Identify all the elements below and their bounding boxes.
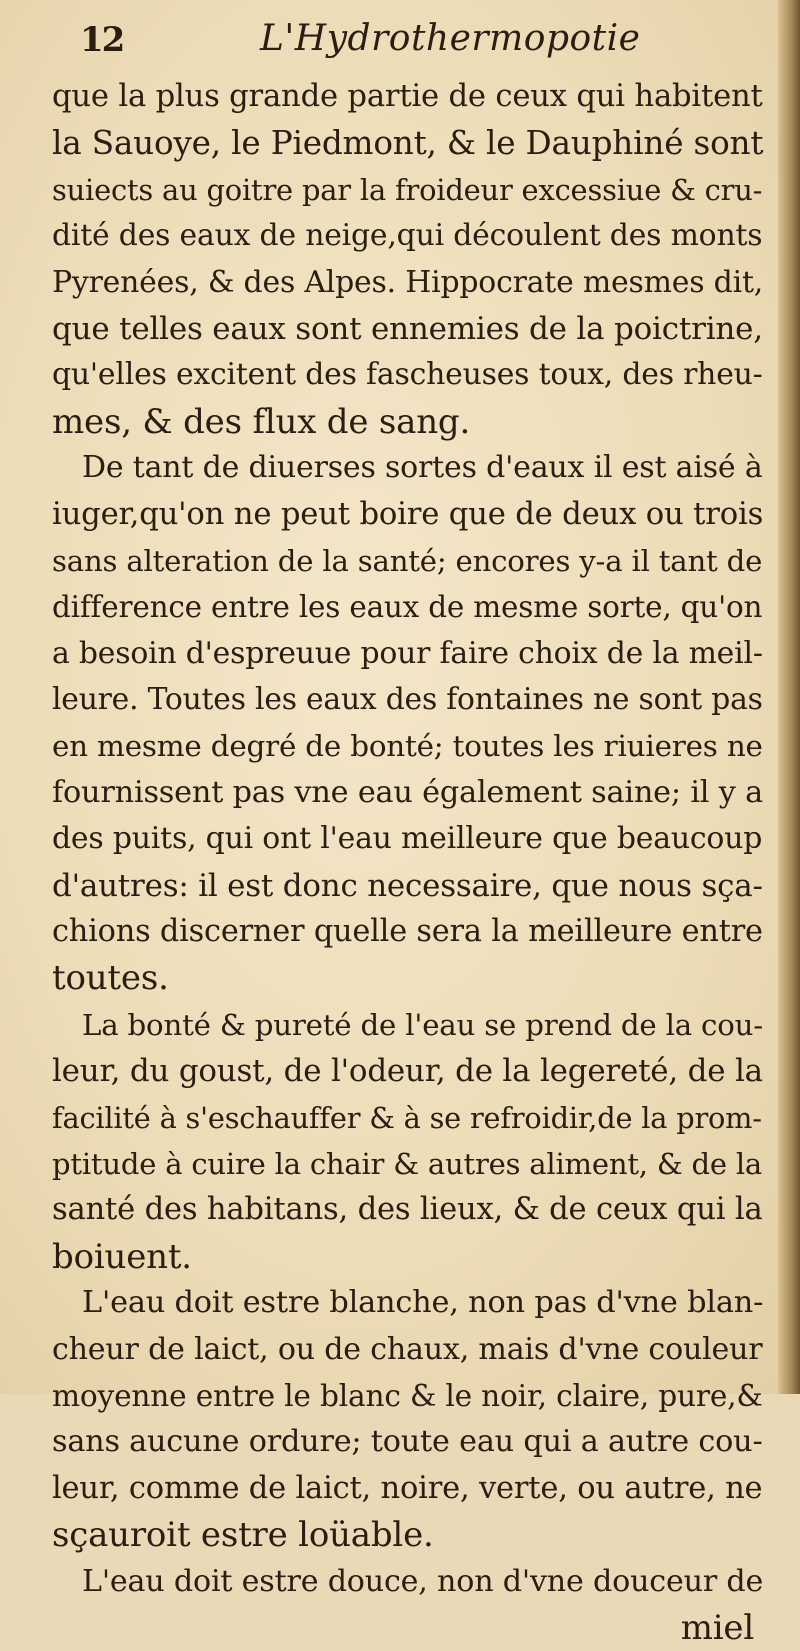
text-line: Pyrenées, & des Alpes. Hippocrate mesmes dit, (52, 264, 764, 300)
catchword: miel (680, 1607, 754, 1648)
text-line: toutes. (52, 958, 169, 999)
text-line: leur, comme de laict, noire, verte, ou autre, ne (52, 1470, 763, 1506)
text-line: cheur de laict, ou de chaux, mais d'vne couleur (52, 1331, 763, 1367)
text-line: moyenne entre le blanc & le noir, claire, pure,& (52, 1377, 763, 1413)
text-line: la Sauoye, le Piedmont, & le Dauphiné sont (52, 124, 764, 163)
text-line: des puits, qui ont l'eau meilleure que beaucoup (52, 821, 763, 857)
text-line: mes, & des flux de sang. (52, 401, 471, 442)
text-line: que la plus grande partie de ceux qui habitent (52, 79, 763, 114)
text-line: leur, du goust, de l'odeur, de la legereté, de la (52, 1053, 763, 1090)
text-line: sçauroit estre loüable. (52, 1515, 434, 1556)
text-line: boiuent. (52, 1236, 192, 1277)
body-text (52, 74, 764, 1651)
text-line: a besoin d'espreuue pour faire choix de la meil- (52, 635, 763, 671)
text-line: dité des eaux de neige,qui découlent des monts (52, 218, 763, 254)
book-spine-edge (778, 0, 800, 1394)
text-line: facilité à s'eschauffer & à se refroidir,de la prom- (52, 1100, 762, 1135)
text-line: en mesme degré de bonté; toutes les riuieres ne (52, 729, 763, 764)
text-line: De tant de diuerses sortes d'eaux il est aisé à (82, 450, 763, 486)
text-line: sans alteration de la santé; encores y-a il tant de (52, 543, 763, 578)
text-line: d'autres: il est donc necessaire, que nous sça- (52, 867, 763, 904)
text-line: chions discerner quelle sera la meilleure entre (52, 914, 763, 950)
text-line: santé des habitans, des lieux, & de ceux qui la (52, 1192, 763, 1228)
text-line: ptitude à cuire la chair & autres aliment, & de la (52, 1146, 763, 1181)
text-line: difference entre les eaux de mesme sorte, qu'on (52, 590, 763, 625)
running-title: L'Hydrothermopotie (260, 18, 641, 59)
text-line: L'eau doit estre blanche, non pas d'vne blan- (82, 1285, 764, 1321)
page-header (80, 18, 770, 68)
text-line: leure. Toutes les eaux des fontaines ne sont pas (52, 682, 763, 718)
text-line: sans aucune ordure; toute eau qui a autre cou- (52, 1424, 763, 1460)
page-number: 12 (80, 20, 124, 60)
text-line: que telles eaux sont ennemies de la poictrine, (52, 310, 763, 347)
text-line: L'eau doit estre douce, non d'vne douceur de (82, 1563, 764, 1599)
text-line: iuger,qu'on ne peut boire que de deux ou trois (52, 496, 764, 532)
text-line: suiects au goitre par la froideur excessiue & cru- (52, 172, 763, 207)
text-line: fournissent pas vne eau également saine; il y a (52, 774, 763, 810)
text-line: La bonté & pureté de l'eau se prend de la cou- (82, 1007, 763, 1042)
text-line: qu'elles excitent des fascheuses toux, des rheu- (52, 357, 763, 393)
